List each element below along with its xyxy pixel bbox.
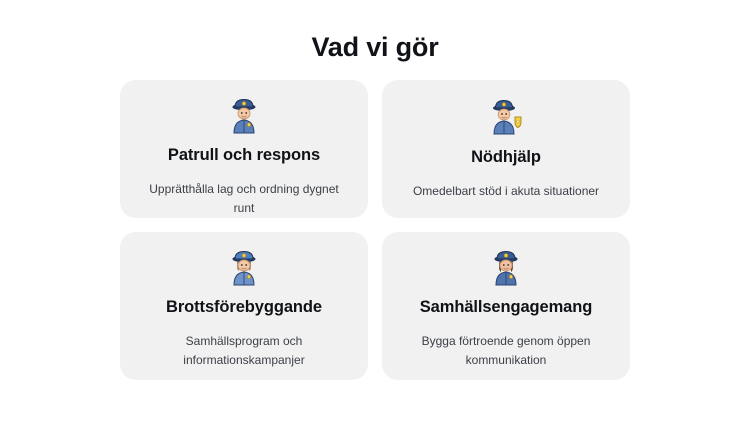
police-officer-community-icon <box>485 248 527 288</box>
police-officer-shield-icon <box>485 96 527 138</box>
service-card[interactable] <box>120 80 368 218</box>
police-officer-female-icon <box>223 248 265 288</box>
card-description: Samhällsprogram och informationskampanjer <box>183 334 305 367</box>
card-description: Bygga förtroende genom öppen kommunikation <box>421 334 591 367</box>
service-cards-grid <box>0 80 750 380</box>
card-title: Samhällsengagemang <box>419 298 593 316</box>
card-description: Omedelbart stöd i akuta situationer <box>412 184 600 198</box>
page-title: Vad vi gör <box>311 32 439 62</box>
service-card[interactable] <box>382 80 630 218</box>
card-description: Upprätthålla lag och ordning dygnet runt <box>149 182 339 215</box>
card-title: Patrull och respons <box>167 146 321 164</box>
service-card[interactable] <box>382 232 630 380</box>
card-title: Nödhjälp <box>471 148 541 166</box>
card-title: Brottsförebyggande <box>166 298 322 316</box>
service-card[interactable] <box>120 232 368 380</box>
police-officer-icon <box>223 96 265 136</box>
